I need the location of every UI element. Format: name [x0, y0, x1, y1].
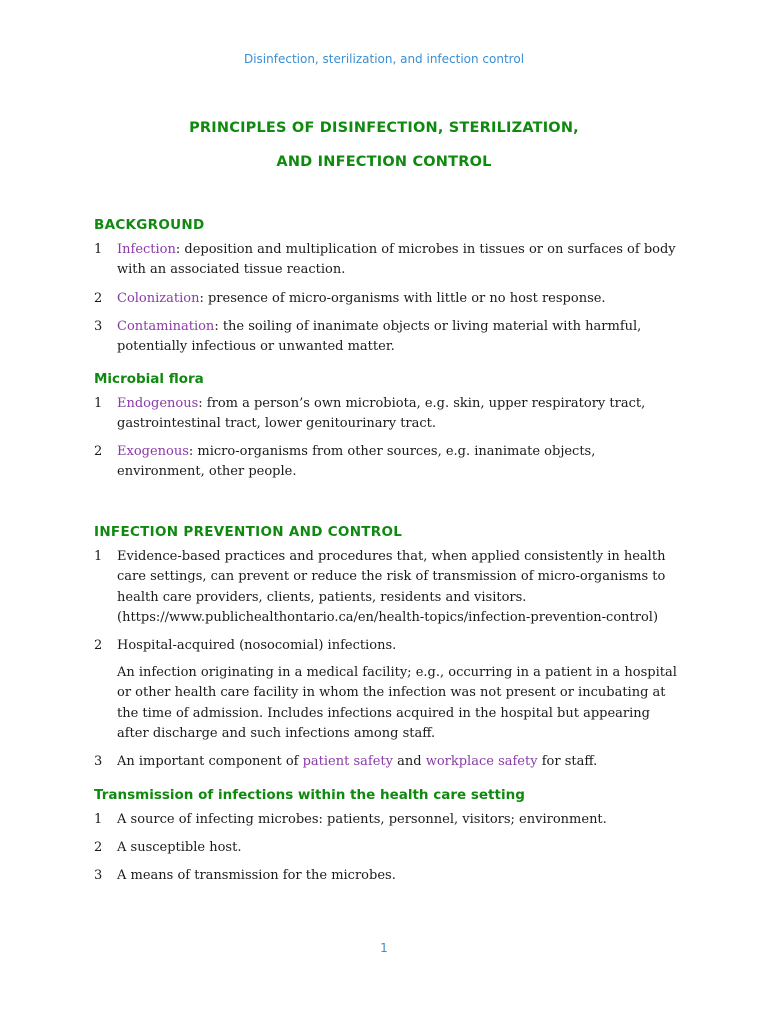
list-item [94, 442, 684, 483]
item-number: 3 [94, 868, 103, 883]
term-endogenous: Endogenous [117, 396, 199, 411]
list-item [94, 394, 684, 435]
term-infection: Infection [117, 242, 176, 257]
list-item [94, 752, 684, 772]
term-contamination: Contamination [117, 319, 215, 334]
list-item [94, 317, 684, 358]
item-number: 2 [94, 291, 103, 306]
page-title-line-1: PRINCIPLES OF DISINFECTION, STERILIZATION, [189, 120, 579, 136]
term-patient-safety: patient safety [302, 754, 393, 769]
item-text: A means of transmission for the microbes. [117, 868, 396, 883]
list-item [94, 838, 684, 858]
item-text: : the soiling of inanimate objects or living material with harmful, potentially infectious or unwanted matter. [117, 319, 642, 355]
item-text: Hospital-acquired (nosocomial) infections. [117, 638, 397, 653]
item-text: A source of infecting microbes: patients, personnel, visitors; environment. [117, 812, 607, 827]
term-colonization: Colonization [117, 291, 200, 306]
item-number: 1 [94, 549, 103, 564]
list-item [94, 289, 684, 309]
subsection-heading-microbial-flora: Microbial flora [94, 371, 204, 387]
page-title-line-2: AND INFECTION CONTROL [276, 154, 492, 170]
term-exogenous: Exogenous [117, 444, 189, 459]
list-item [94, 240, 684, 281]
list-item [94, 636, 684, 656]
item-text: : presence of micro-organisms with little or no host response. [199, 291, 606, 306]
item-number: 2 [94, 444, 103, 459]
term-workplace-safety: workplace safety [425, 754, 538, 769]
section-heading-background: BACKGROUND [94, 217, 205, 233]
item-number: 3 [94, 319, 103, 334]
list-item [94, 810, 684, 830]
section-heading-infection-prevention: INFECTION PREVENTION AND CONTROL [94, 524, 403, 540]
item-number: 1 [94, 812, 103, 827]
subsection-heading-transmission: Transmission of infections within the health care setting [94, 787, 525, 803]
list-item [94, 866, 684, 886]
item-text: A susceptible host. [117, 840, 242, 855]
nosocomial-definition-paragraph: An infection originating in a medical facility; e.g., occurring in a patient in a hospital or other health care facility in whom the infection was not present or incubating at the time of admission. Includes infections acquired in the hospital but appearing after discharge and such infections among staff. [117, 665, 677, 741]
item-number: 3 [94, 754, 103, 769]
item-text: : from a person’s own microbiota, e.g. skin, upper respiratory tract, gastrointestinal tract, lower genitourinary tract. [117, 396, 646, 432]
list-item [94, 547, 684, 628]
item-text: Evidence-based practices and procedures that, when applied consistently in health care settings, can prevent or reduce the risk of transmission of micro-organisms to health care providers, clients, patients, residents and visitors. [117, 549, 666, 605]
reference-url: (https://www.publichealthontario.ca/en/health-topics/infection-prevention-control) [117, 609, 659, 625]
item-text: An important component of [117, 754, 303, 769]
page-number: 1 [380, 941, 388, 955]
running-header: Disinfection, sterilization, and infection control [243, 52, 525, 66]
item-text: : deposition and multiplication of microbes in tissues or on surfaces of body with an associated tissue reaction. [117, 242, 676, 278]
item-number: 2 [94, 638, 103, 653]
item-number: 2 [94, 840, 103, 855]
item-number: 1 [94, 396, 103, 411]
item-text: : micro-organisms from other sources, e.g. inanimate objects, environment, other people. [117, 444, 596, 480]
item-text: for staff. [537, 754, 598, 769]
item-number: 1 [94, 242, 103, 257]
item-text: and [392, 754, 426, 769]
